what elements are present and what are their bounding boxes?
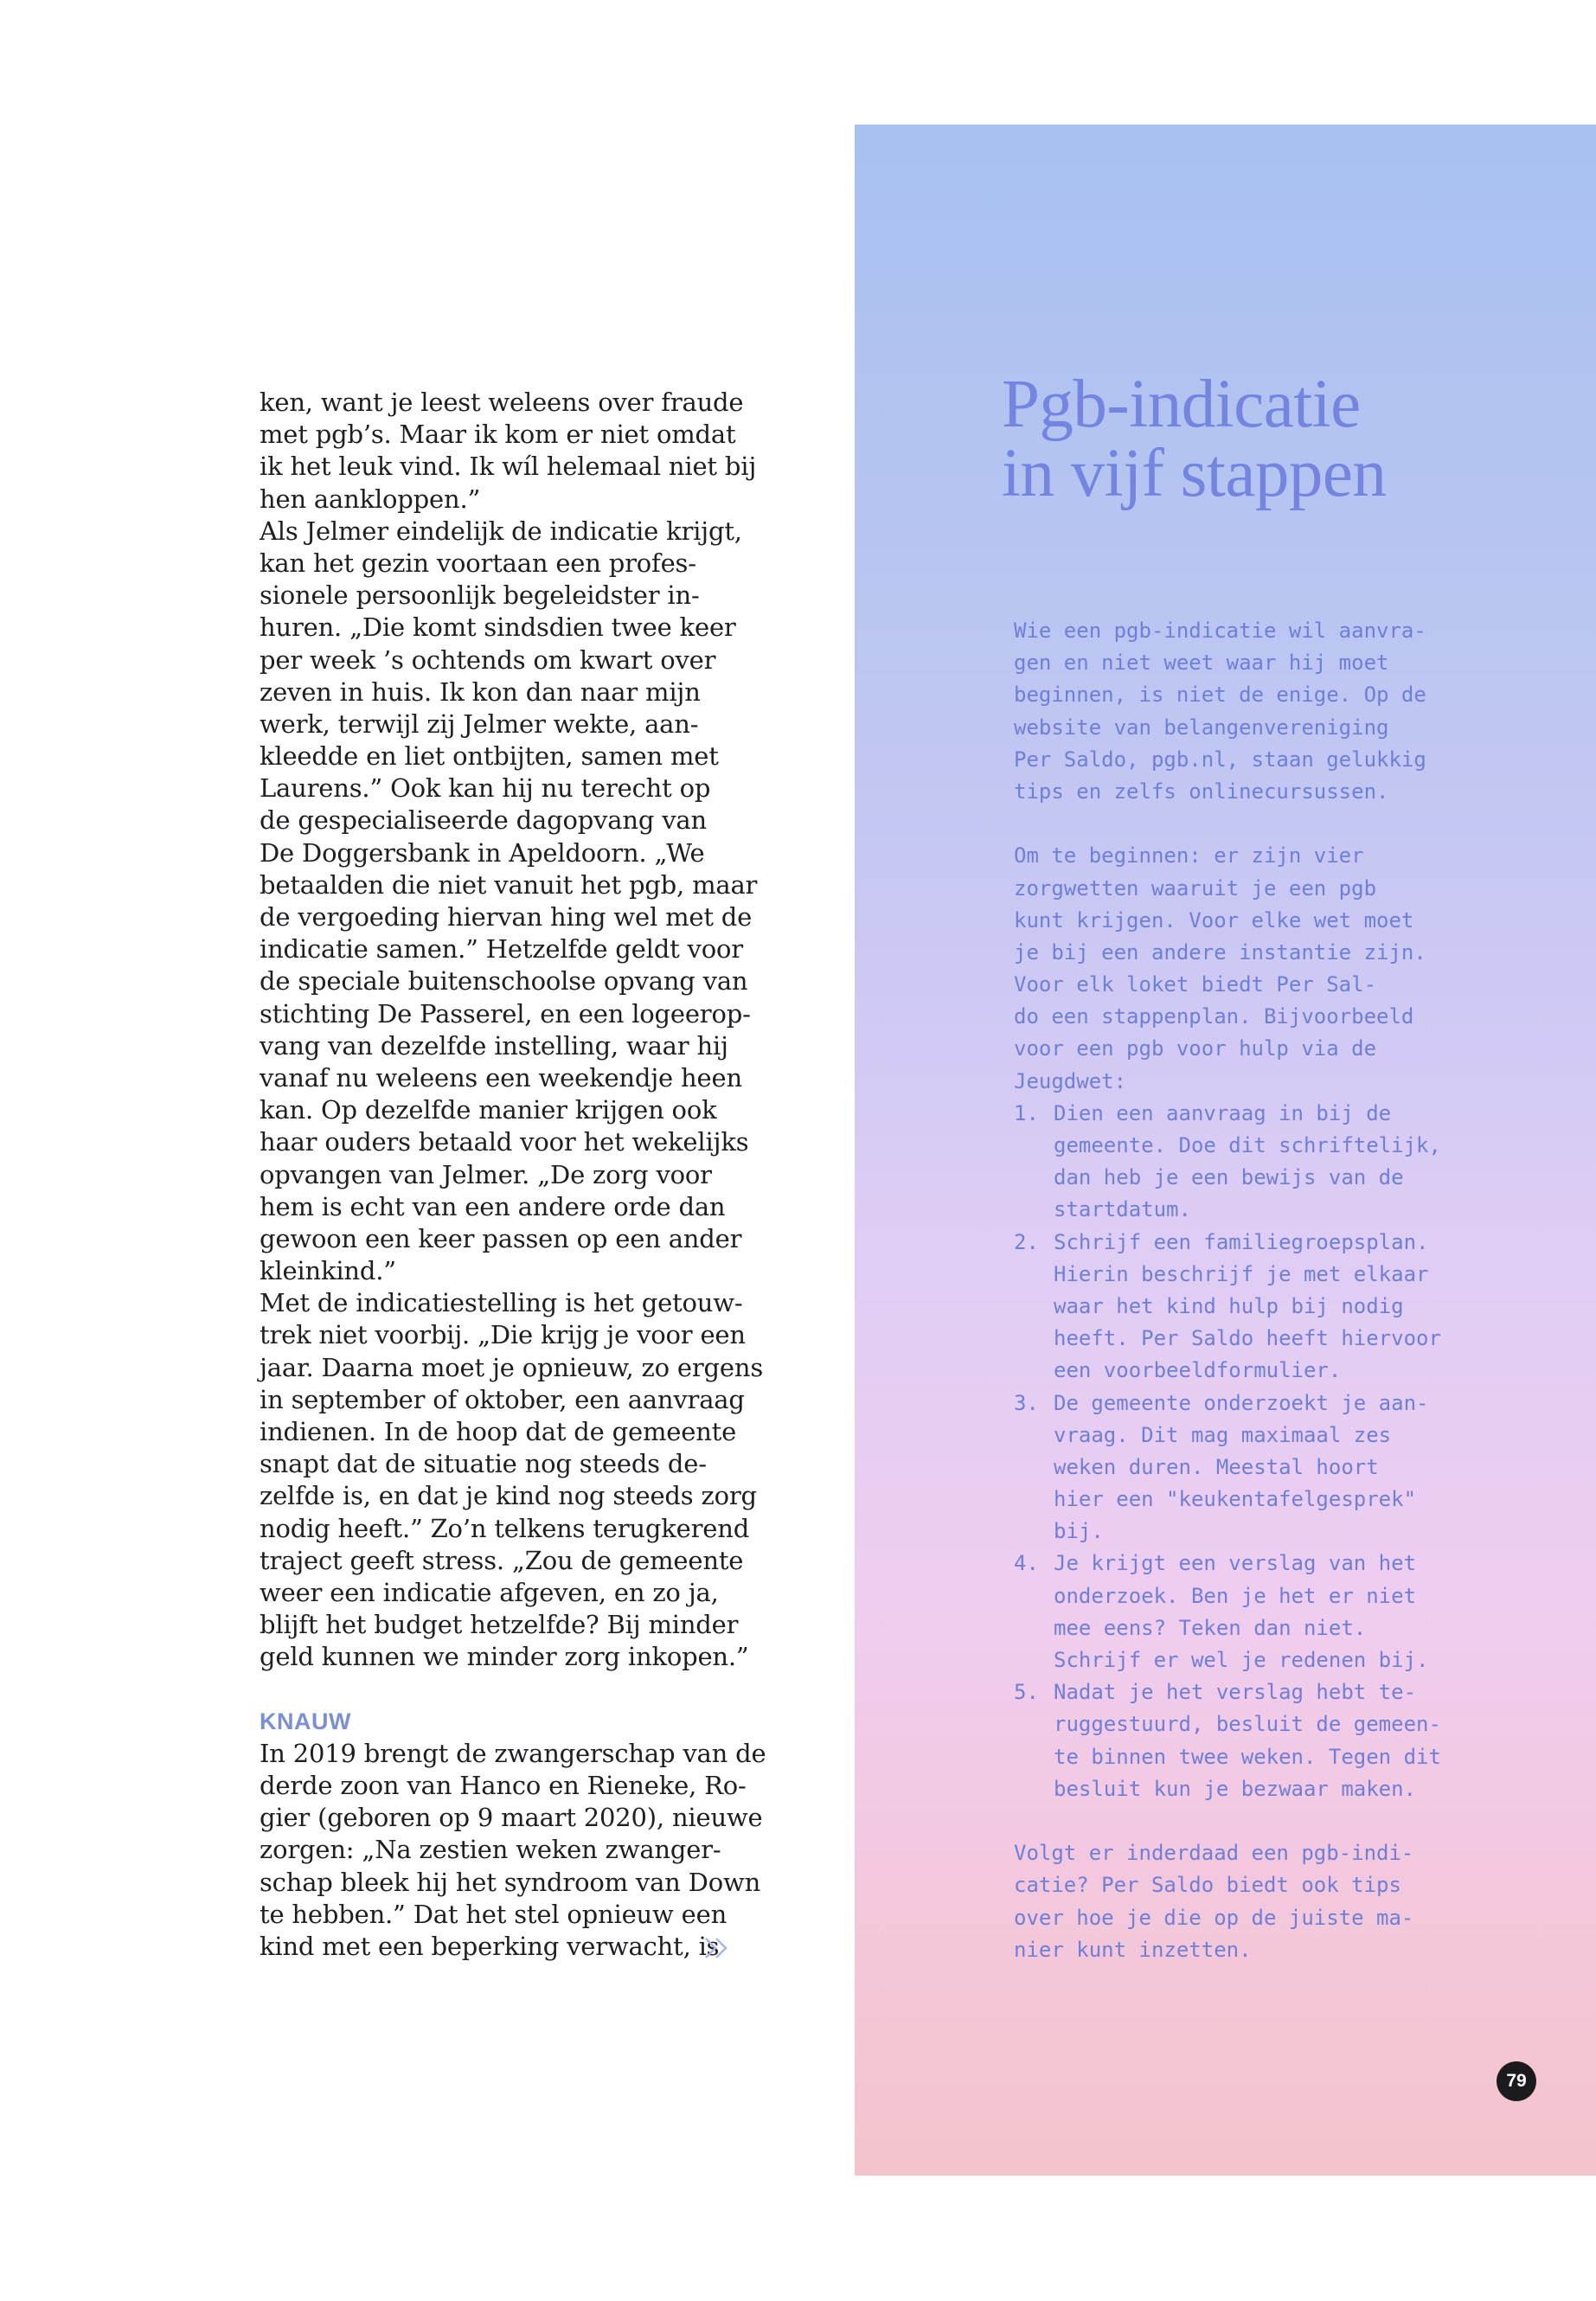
paragraph-spacer bbox=[1014, 808, 1498, 840]
step-text bbox=[1054, 1548, 1428, 1676]
step-text bbox=[1054, 1676, 1441, 1805]
section-heading: KNAUW bbox=[260, 1708, 351, 1734]
text-line: Dien een aanvraag in bij de bbox=[1054, 1100, 1392, 1125]
step-text bbox=[1054, 1388, 1428, 1548]
text-line: indicatie samen.” Hetzelfde geldt voor bbox=[260, 934, 743, 965]
text-line: Laurens.” Ook kan hij nu terecht op bbox=[260, 773, 711, 804]
text-line: opvangen van Jelmer. „De zorg voor bbox=[260, 1159, 712, 1189]
step-number: 4. bbox=[1014, 1551, 1039, 1576]
text-line: te binnen twee weken. Tegen dit bbox=[1054, 1744, 1441, 1769]
article-paragraphs-continued bbox=[260, 1738, 766, 1963]
text-line: tips en zelfs onlinecursussen. bbox=[1014, 779, 1389, 804]
text-line: Als Jelmer eindelijk de indicatie krijgt, bbox=[260, 516, 742, 546]
text-line: betaalden die niet vanuit het pgb, maar bbox=[260, 869, 758, 900]
text-line: do een stappenplan. Bijvoorbeeld bbox=[1014, 1004, 1414, 1029]
text-line: de gespecialiseerde dagopvang van bbox=[260, 805, 707, 836]
text-line: Volgt er inderdaad een pgb-indi- bbox=[1014, 1841, 1414, 1866]
text-line: Schrijf er wel je redenen bij. bbox=[1054, 1648, 1429, 1672]
text-line: besluit kun je bezwaar maken. bbox=[1054, 1776, 1417, 1801]
text-line: kleedde en liet ontbijten, samen met bbox=[260, 741, 719, 772]
text-line: De Doggersbank in Apeldoorn. „We bbox=[260, 837, 705, 868]
text-line: kunt krijgen. Voor elke wet moet bbox=[1014, 907, 1414, 933]
text-line: in september of oktober, een aanvraag bbox=[260, 1384, 745, 1414]
text-line: website van belangenvereniging bbox=[1014, 715, 1389, 740]
text-line: kan het gezin voortaan een profes- bbox=[260, 548, 696, 578]
text-line: haar ouders betaald voor het wekelijks bbox=[260, 1127, 749, 1157]
step-number: 5. bbox=[1014, 1680, 1039, 1705]
text-line: gier (geboren op 9 maart 2020), nieuwe bbox=[260, 1803, 763, 1833]
text-line: geld kunnen we minder zorg inkopen.” bbox=[260, 1642, 749, 1672]
text-line: blijft het budget hetzelfde? Bij minder bbox=[260, 1610, 739, 1640]
text-line: indienen. In de hoop dat de gemeente bbox=[260, 1417, 737, 1446]
text-line: Hierin beschrijf je met elkaar bbox=[1054, 1261, 1429, 1286]
article-column bbox=[260, 387, 766, 1963]
text-line: huren. „Die komt sindsdien twee keer bbox=[260, 612, 736, 643]
article-paragraphs bbox=[260, 387, 764, 1674]
text-line: de vergoeding hiervan hing wel met de bbox=[260, 902, 753, 932]
text-line: Je krijgt een verslag van het bbox=[1054, 1551, 1417, 1576]
text-line: Wie een pgb-indicatie wil aanvra- bbox=[1014, 619, 1426, 643]
text-line: onderzoek. Ben je het er niet bbox=[1054, 1583, 1417, 1608]
text-line: voor een pgb voor hulp via de bbox=[1014, 1036, 1377, 1061]
text-line: gewoon een keer passen op een ander bbox=[260, 1223, 742, 1253]
text-line: De gemeente onderzoekt je aan- bbox=[1054, 1390, 1429, 1415]
text-line: dan heb je een bewijs van de bbox=[1054, 1165, 1404, 1190]
text-line: werk, terwijl zij Jelmer wekte, aan- bbox=[260, 708, 699, 739]
step-number: 2. bbox=[1014, 1229, 1039, 1254]
text-line: over hoe je die op de juiste ma- bbox=[1014, 1905, 1414, 1930]
text-line: gen en niet weet waar hij moet bbox=[1014, 651, 1389, 676]
double-chevron-right-icon bbox=[702, 1935, 732, 1961]
text-line: waar het kind hulp bij nodig bbox=[1054, 1293, 1404, 1318]
text-line: zorgwetten waaruit je een pgb bbox=[1014, 875, 1377, 901]
text-line: de speciale buitenschoolse opvang van bbox=[260, 966, 748, 997]
text-line: Met de indicatiestelling is het getouw- bbox=[260, 1288, 743, 1318]
text-line: gemeente. Doe dit schriftelijk, bbox=[1054, 1133, 1441, 1157]
step-item bbox=[1014, 1227, 1498, 1388]
text-line: heeft. Per Saldo heeft hiervoor bbox=[1054, 1326, 1441, 1351]
text-line: Nadat je het verslag hebt te- bbox=[1054, 1680, 1417, 1705]
text-line: te hebben.” Dat het stel opnieuw een bbox=[260, 1899, 727, 1929]
text-line: mee eens? Teken dan niet. bbox=[1054, 1615, 1367, 1640]
sidebar-title bbox=[1002, 367, 1538, 511]
text-line: vang van dezelfde instelling, waar hij bbox=[260, 1030, 728, 1061]
text-line: nodig heeft.” Zo’n telkens terugkerend bbox=[260, 1513, 750, 1543]
text-line: beginnen, is niet de enige. Op de bbox=[1014, 683, 1426, 708]
text-line: sionele persoonlijk begeleidster in- bbox=[260, 580, 700, 611]
text-line: zorgen: „Na zestien weken zwanger- bbox=[260, 1835, 721, 1865]
text-line: schap bleek hij het syndroom van Down bbox=[260, 1867, 761, 1897]
page-number-badge: 79 bbox=[1497, 2061, 1536, 2101]
step-item bbox=[1014, 1548, 1498, 1676]
text-line: nier kunt inzetten. bbox=[1014, 1937, 1252, 1962]
text-line: je bij een andere instantie zijn. bbox=[1014, 939, 1426, 965]
step-text bbox=[1054, 1227, 1441, 1388]
text-line: hem is echt van een andere orde dan bbox=[260, 1191, 726, 1221]
text-line: ik het leuk vind. Ik wíl helemaal niet bij bbox=[260, 452, 757, 482]
text-line: hen aankloppen.” bbox=[260, 484, 481, 514]
text-line: een voorbeeldformulier. bbox=[1054, 1358, 1342, 1383]
text-line: derde zoon van Hanco en Rieneke, Ro- bbox=[260, 1771, 747, 1801]
paragraph-spacer bbox=[1014, 1805, 1498, 1837]
title-line: in vijf stappen bbox=[1002, 436, 1387, 511]
text-line: In 2019 brengt de zwangerschap van de bbox=[260, 1738, 766, 1768]
sidebar-body bbox=[1014, 615, 1498, 1966]
text-line: kan. Op dezelfde manier krijgen ook bbox=[260, 1095, 717, 1125]
text-line: hier een "keukentafelgesprek" bbox=[1054, 1487, 1417, 1512]
sidebar-paragraph bbox=[1014, 840, 1498, 1098]
text-line: trek niet voorbij. „Die krijg je voor een bbox=[260, 1320, 746, 1350]
text-line: weken duren. Meestal hoort bbox=[1054, 1454, 1379, 1479]
text-line: stichting De Passerel, en een logeerop- bbox=[260, 998, 751, 1029]
text-line: Per Saldo, pgb.nl, staan gelukkig bbox=[1014, 747, 1426, 772]
text-line: snapt dat de situatie nog steeds de- bbox=[260, 1449, 707, 1479]
title-line: Pgb-indicatie bbox=[1002, 367, 1361, 442]
text-line: startdatum. bbox=[1054, 1197, 1191, 1222]
text-line: kind met een beperking verwacht, is bbox=[260, 1932, 720, 1961]
text-line: per week ’s ochtends om kwart over bbox=[260, 644, 716, 675]
text-line: vanaf nu weleens een weekendje heen bbox=[260, 1062, 742, 1093]
text-line: Jeugdwet: bbox=[1014, 1068, 1127, 1093]
section-spacer bbox=[260, 1674, 737, 1706]
step-item bbox=[1014, 1676, 1498, 1805]
text-line: jaar. Daarna moet je opnieuw, zo ergens bbox=[260, 1352, 764, 1382]
text-line: bij. bbox=[1054, 1519, 1104, 1544]
text-line: traject geeft stress. „Zou de gemeente bbox=[260, 1545, 744, 1575]
sidebar-outro bbox=[1014, 1837, 1498, 1966]
text-line: vraag. Dit mag maximaal zes bbox=[1054, 1422, 1392, 1447]
text-line: weer een indicatie afgeven, en zo ja, bbox=[260, 1577, 719, 1607]
text-line: met pgb’s. Maar ik kom er niet omdat bbox=[260, 420, 736, 450]
steps-list bbox=[1014, 1098, 1498, 1805]
step-item bbox=[1014, 1388, 1498, 1548]
text-line: Om te beginnen: er zijn vier bbox=[1014, 843, 1364, 868]
text-line: zeven in huis. Ik kon dan naar mijn bbox=[260, 676, 701, 707]
text-line: ken, want je leest weleens over fraude bbox=[260, 388, 744, 417]
step-number: 1. bbox=[1014, 1100, 1039, 1125]
text-line: Voor elk loket biedt Per Sal- bbox=[1014, 972, 1377, 997]
text-line: kleinkind.” bbox=[260, 1256, 396, 1286]
step-number: 3. bbox=[1014, 1390, 1039, 1415]
text-line: Schrijf een familiegroepsplan. bbox=[1054, 1229, 1429, 1254]
text-line: ruggestuurd, besluit de gemeen- bbox=[1054, 1712, 1441, 1737]
step-text bbox=[1054, 1098, 1441, 1227]
text-line: zelfde is, en dat je kind nog steeds zorg bbox=[260, 1481, 757, 1511]
sidebar-intro bbox=[1014, 615, 1498, 808]
step-item bbox=[1014, 1098, 1498, 1227]
text-line: catie? Per Saldo biedt ook tips bbox=[1014, 1873, 1401, 1898]
